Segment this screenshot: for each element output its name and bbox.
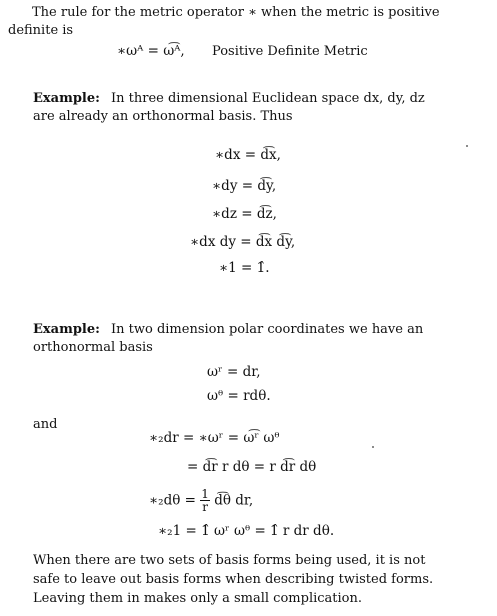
intro-line-1: The rule for the metric operator ∗ when the metric is positive (32, 5, 440, 20)
closing-line-1: When there are two sets of basis forms being used, it is not (33, 553, 426, 568)
rule-label: Positive Definite Metric (212, 44, 368, 59)
example2-eq-3 (149, 488, 253, 520)
example2-basis-2: ωᶿ = rdθ. (207, 388, 271, 404)
example2-eq-2: = d͡r r dθ = r d͡r dθ (187, 459, 317, 475)
eq3-fraction (200, 488, 210, 513)
scan-speck (466, 145, 468, 147)
scan-speck (372, 446, 374, 448)
eq3-numerator: 1 (201, 487, 209, 501)
rule-equation: ∗ωᴬ = ω͡ᴬ, (117, 43, 185, 59)
eq3-denominator: r (202, 500, 208, 514)
example2-line-1: In two dimension polar coordinates we have an (111, 322, 424, 337)
example2-line-2: orthonormal basis (33, 340, 153, 355)
eq3-lhs: ∗₂dθ = (149, 492, 196, 509)
eq3-rhs: d͡θ dr, (214, 492, 254, 509)
example1-eq-4: ∗dx dy = d͡x d͡y, (190, 234, 296, 250)
example2-heading: Example: (33, 322, 100, 337)
example2-basis-1: ωʳ = dr, (207, 364, 261, 380)
intro-line-2: definite is (8, 23, 74, 38)
and-label: and (33, 417, 58, 432)
example1-eq-5: ∗1 = 1̂. (219, 260, 270, 276)
example1-heading: Example: (33, 91, 100, 106)
example1-line-1: In three dimensional Euclidean space dx, dy, dz (111, 91, 425, 106)
closing-line-2: safe to leave out basis forms when describing twisted forms. (33, 572, 434, 587)
example2-eq-4: ∗₂1 = 1̂ ωʳ ωᶿ = 1̂ r dr dθ. (158, 523, 335, 539)
example1-eq-1: ∗dx = d͡x, (215, 147, 281, 163)
example1-line-2: are already an orthonormal basis. Thus (33, 109, 293, 124)
example1-eq-2: ∗dy = d͡y, (212, 178, 277, 194)
example2-eq-1: ∗₂dr = ∗ωʳ = ω͡ʳ ωᶿ (149, 430, 280, 446)
example1-eq-3: ∗dz = d͡z, (212, 206, 277, 222)
closing-line-3: Leaving them in makes only a small complication. (33, 591, 362, 606)
